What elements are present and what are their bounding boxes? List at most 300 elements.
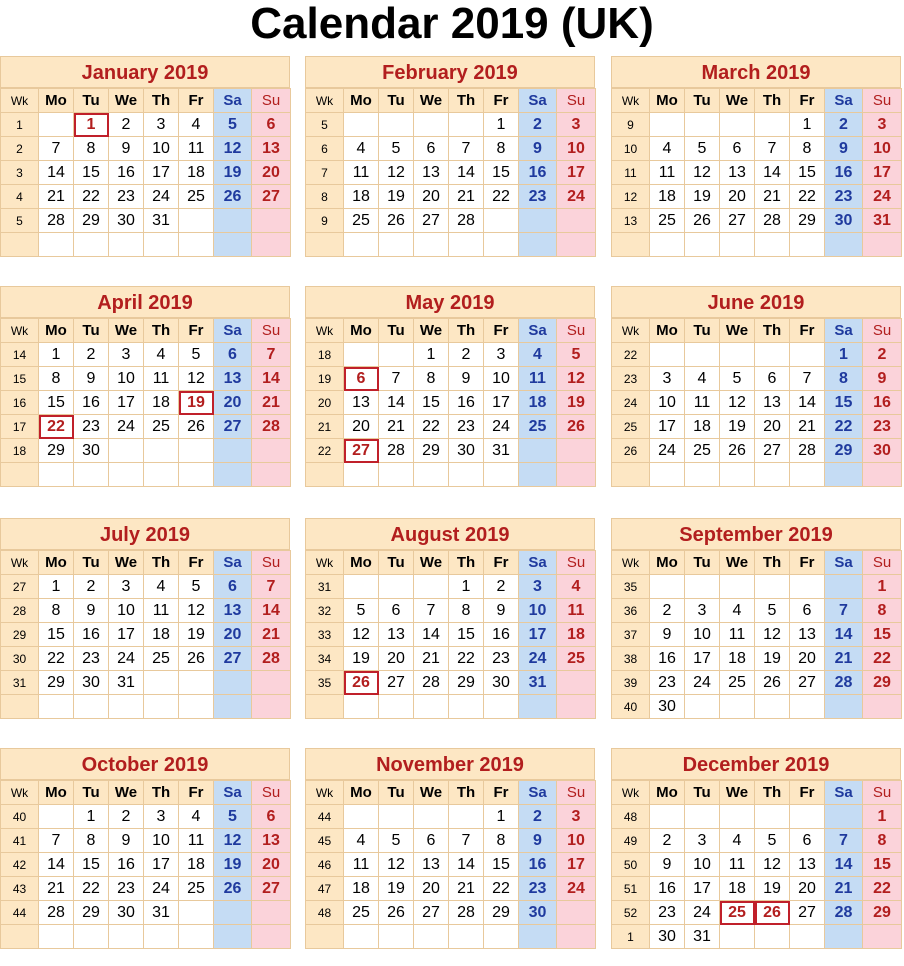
day-cell: 28 [449,209,484,233]
week-number: 8 [306,185,344,209]
week-row [612,343,902,367]
day-cell: 6 [414,829,449,853]
week-number: 23 [612,367,650,391]
day-cell: 29 [74,209,109,233]
day-cell: 10 [557,829,596,853]
weekday-header: Mo [39,89,74,113]
day-cell: 6 [214,575,252,599]
weekday-header: Mo [344,319,379,343]
day-cell: 7 [449,137,484,161]
day-cell: 16 [109,161,144,185]
day-cell: 24 [484,415,519,439]
day-cell: 17 [685,647,720,671]
day-cell: 29 [863,901,902,925]
day-cell: 2 [519,805,557,829]
weekday-header-row [1,89,291,113]
day-cell: 2 [74,575,109,599]
month-title: April 2019 [0,286,290,318]
day-cell: 25 [519,415,557,439]
week-number: 21 [306,415,344,439]
day-cell [650,343,685,367]
week-row [306,343,596,367]
day-cell: 2 [449,343,484,367]
week-number-header: Wk [612,319,650,343]
weekday-header: Th [144,781,179,805]
month-table [305,550,596,719]
day-cell [379,575,414,599]
weekday-header: Tu [379,89,414,113]
week-row [612,415,902,439]
day-cell: 21 [790,415,825,439]
week-row [306,113,596,137]
weekday-header: Fr [790,319,825,343]
day-cell: 24 [685,901,720,925]
month-title: March 2019 [611,56,901,88]
month-table [305,780,596,949]
week-number [306,233,344,257]
day-cell [344,463,379,487]
weekday-header: Mo [39,319,74,343]
day-cell: 23 [519,877,557,901]
day-cell: 13 [790,623,825,647]
week-number: 13 [612,209,650,233]
week-row [306,233,596,257]
day-cell: 30 [650,695,685,719]
day-cell: 10 [144,829,179,853]
day-cell: 31 [863,209,902,233]
week-row [1,829,291,853]
day-cell: 3 [484,343,519,367]
holiday-day-cell: 1 [74,113,109,137]
day-cell [414,233,449,257]
day-cell: 23 [109,185,144,209]
day-cell: 1 [863,575,902,599]
day-cell: 1 [414,343,449,367]
day-cell: 24 [144,185,179,209]
week-number: 25 [612,415,650,439]
day-cell [484,695,519,719]
day-cell: 21 [252,623,291,647]
day-cell: 20 [214,623,252,647]
day-cell [755,575,790,599]
day-cell: 20 [252,853,291,877]
month-title: July 2019 [0,518,290,550]
day-cell: 8 [863,599,902,623]
day-cell: 24 [557,185,596,209]
weekday-header: Tu [74,781,109,805]
day-cell [650,463,685,487]
weekday-header: Su [252,781,291,805]
day-cell: 3 [109,343,144,367]
day-cell [825,695,863,719]
weekday-header-row [612,781,902,805]
weekday-header: Fr [790,781,825,805]
weekday-header: We [720,319,755,343]
month-title: February 2019 [305,56,595,88]
day-cell: 6 [755,367,790,391]
day-cell: 25 [344,209,379,233]
day-cell: 18 [179,161,214,185]
week-number: 44 [306,805,344,829]
day-cell: 11 [179,137,214,161]
weekday-header-row [612,551,902,575]
day-cell: 16 [519,161,557,185]
day-cell: 3 [557,805,596,829]
day-cell [252,695,291,719]
day-cell [414,925,449,949]
day-cell [825,925,863,949]
day-cell: 30 [109,209,144,233]
week-row [306,877,596,901]
day-cell: 23 [825,185,863,209]
weekday-header: Fr [179,551,214,575]
holiday-day-cell: 22 [39,415,74,439]
day-cell [214,671,252,695]
weekday-header: Th [144,319,179,343]
weekday-header: Th [755,551,790,575]
day-cell [214,463,252,487]
week-row [1,853,291,877]
day-cell [414,463,449,487]
day-cell: 7 [379,367,414,391]
week-row [612,367,902,391]
week-row [1,575,291,599]
day-cell: 4 [720,829,755,853]
month-title: November 2019 [305,748,595,780]
week-row [612,829,902,853]
week-number: 27 [1,575,39,599]
day-cell: 16 [484,623,519,647]
day-cell: 9 [650,623,685,647]
day-cell: 26 [179,415,214,439]
day-cell: 6 [214,343,252,367]
day-cell: 18 [720,877,755,901]
weekday-header: Mo [39,551,74,575]
day-cell [344,343,379,367]
day-cell [519,233,557,257]
day-cell [144,439,179,463]
weekday-header: Mo [650,551,685,575]
day-cell [755,343,790,367]
day-cell: 17 [557,853,596,877]
day-cell: 24 [144,877,179,901]
day-cell: 22 [74,877,109,901]
day-cell: 12 [344,623,379,647]
week-number: 22 [306,439,344,463]
day-cell: 1 [863,805,902,829]
day-cell: 22 [790,185,825,209]
day-cell [790,463,825,487]
weekday-header: We [109,89,144,113]
day-cell: 23 [650,671,685,695]
week-row [1,233,291,257]
day-cell: 17 [484,391,519,415]
day-cell: 25 [144,415,179,439]
month-title: December 2019 [611,748,901,780]
day-cell: 17 [557,161,596,185]
day-cell [484,463,519,487]
day-cell: 15 [484,161,519,185]
day-cell: 27 [252,877,291,901]
week-number: 6 [306,137,344,161]
weekday-header: Th [755,89,790,113]
day-cell: 21 [414,647,449,671]
weekday-header: Sa [214,551,252,575]
day-cell: 23 [74,415,109,439]
day-cell: 12 [685,161,720,185]
weekday-header: Mo [344,781,379,805]
week-row [306,647,596,671]
day-cell: 12 [755,623,790,647]
day-cell: 26 [214,185,252,209]
day-cell: 11 [519,367,557,391]
day-cell [39,925,74,949]
day-cell: 28 [252,647,291,671]
day-cell: 17 [863,161,902,185]
day-cell: 4 [650,137,685,161]
month-block [0,56,290,257]
day-cell: 9 [484,599,519,623]
day-cell: 12 [214,829,252,853]
day-cell [74,925,109,949]
week-row [1,925,291,949]
day-cell [252,671,291,695]
day-cell [179,901,214,925]
day-cell: 4 [144,343,179,367]
week-row [306,209,596,233]
day-cell: 26 [179,647,214,671]
weekday-header: Tu [685,89,720,113]
day-cell: 7 [449,829,484,853]
week-row [306,137,596,161]
week-row [612,695,902,719]
day-cell: 2 [109,113,144,137]
day-cell [720,343,755,367]
day-cell: 5 [685,137,720,161]
day-cell [39,233,74,257]
day-cell: 22 [484,877,519,901]
weekday-header: We [109,551,144,575]
day-cell: 28 [790,439,825,463]
day-cell: 5 [344,599,379,623]
day-cell: 3 [557,113,596,137]
day-cell: 7 [755,137,790,161]
day-cell [825,463,863,487]
week-number [1,233,39,257]
day-cell: 28 [414,671,449,695]
day-cell: 9 [109,137,144,161]
week-row [306,185,596,209]
day-cell [109,695,144,719]
day-cell: 20 [344,415,379,439]
week-number-header: Wk [306,319,344,343]
day-cell: 16 [650,647,685,671]
week-number-header: Wk [612,89,650,113]
week-number: 18 [1,439,39,463]
month-table [0,318,291,487]
week-number: 35 [306,671,344,695]
day-cell: 3 [650,367,685,391]
day-cell [755,113,790,137]
day-cell: 28 [379,439,414,463]
day-cell [790,805,825,829]
day-cell [214,695,252,719]
day-cell [755,695,790,719]
week-number: 31 [306,575,344,599]
day-cell: 8 [484,829,519,853]
day-cell [825,805,863,829]
day-cell [720,805,755,829]
day-cell: 30 [484,671,519,695]
week-row [306,391,596,415]
month-block [611,748,901,949]
day-cell [252,233,291,257]
day-cell [720,463,755,487]
day-cell: 20 [755,415,790,439]
day-cell: 13 [252,137,291,161]
day-cell: 15 [39,623,74,647]
week-row [612,853,902,877]
day-cell: 2 [519,113,557,137]
weekday-header: Sa [519,319,557,343]
day-cell: 15 [449,623,484,647]
week-number-header: Wk [612,551,650,575]
week-number: 48 [612,805,650,829]
day-cell [790,343,825,367]
week-row [1,415,291,439]
month-title: August 2019 [305,518,595,550]
day-cell [449,925,484,949]
day-cell: 20 [379,647,414,671]
week-number: 49 [612,829,650,853]
weekday-header-row [1,781,291,805]
day-cell: 22 [484,185,519,209]
day-cell [685,343,720,367]
day-cell [379,695,414,719]
day-cell: 14 [449,853,484,877]
weekday-header: Mo [344,89,379,113]
week-row [612,391,902,415]
day-cell [214,925,252,949]
day-cell: 9 [650,853,685,877]
week-row [1,599,291,623]
day-cell: 8 [825,367,863,391]
day-cell: 10 [109,367,144,391]
day-cell: 18 [519,391,557,415]
day-cell [144,925,179,949]
month-block [305,518,595,719]
day-cell [414,805,449,829]
week-number [1,925,39,949]
day-cell: 26 [214,877,252,901]
day-cell: 5 [379,137,414,161]
weekday-header: Fr [484,89,519,113]
week-row [306,695,596,719]
weekday-header: Tu [379,551,414,575]
day-cell: 12 [179,367,214,391]
weekday-header: Sa [825,781,863,805]
weekday-header-row [1,319,291,343]
day-cell: 22 [863,877,902,901]
week-number: 36 [612,599,650,623]
day-cell: 1 [825,343,863,367]
day-cell: 29 [39,439,74,463]
weekday-header: Fr [484,781,519,805]
weekday-header: We [720,781,755,805]
day-cell [720,233,755,257]
weekday-header: Th [755,781,790,805]
day-cell: 11 [720,623,755,647]
day-cell [179,695,214,719]
day-cell: 20 [214,391,252,415]
day-cell: 8 [863,829,902,853]
week-row [612,575,902,599]
day-cell: 19 [557,391,596,415]
day-cell: 25 [144,647,179,671]
day-cell [557,695,596,719]
day-cell: 12 [720,391,755,415]
day-cell: 24 [650,439,685,463]
day-cell: 4 [720,599,755,623]
day-cell [414,113,449,137]
day-cell: 21 [252,391,291,415]
day-cell: 30 [863,439,902,463]
week-number [1,463,39,487]
day-cell [344,695,379,719]
day-cell: 30 [74,439,109,463]
weekday-header: Mo [344,551,379,575]
weekday-header: Tu [685,319,720,343]
day-cell: 11 [344,853,379,877]
day-cell: 31 [109,671,144,695]
day-cell: 25 [179,877,214,901]
day-cell [144,233,179,257]
weekday-header: Mo [650,319,685,343]
day-cell: 10 [685,623,720,647]
day-cell: 29 [449,671,484,695]
day-cell: 16 [519,853,557,877]
day-cell: 31 [685,925,720,949]
week-number: 45 [306,829,344,853]
weekday-header: Th [449,781,484,805]
day-cell: 3 [144,113,179,137]
day-cell: 13 [214,599,252,623]
day-cell: 23 [484,647,519,671]
month-block [611,518,901,719]
day-cell: 20 [790,647,825,671]
day-cell: 30 [825,209,863,233]
day-cell: 21 [39,185,74,209]
month-block [611,56,901,257]
day-cell: 6 [414,137,449,161]
day-cell: 17 [685,877,720,901]
week-number-header: Wk [1,89,39,113]
day-cell: 2 [825,113,863,137]
day-cell [790,575,825,599]
day-cell: 11 [557,599,596,623]
day-cell [109,233,144,257]
day-cell: 6 [252,805,291,829]
week-number: 17 [1,415,39,439]
day-cell: 9 [74,367,109,391]
day-cell [449,233,484,257]
weekday-header: Tu [379,319,414,343]
day-cell [252,439,291,463]
day-cell: 5 [179,343,214,367]
week-row [612,805,902,829]
day-cell: 27 [790,901,825,925]
day-cell [790,233,825,257]
